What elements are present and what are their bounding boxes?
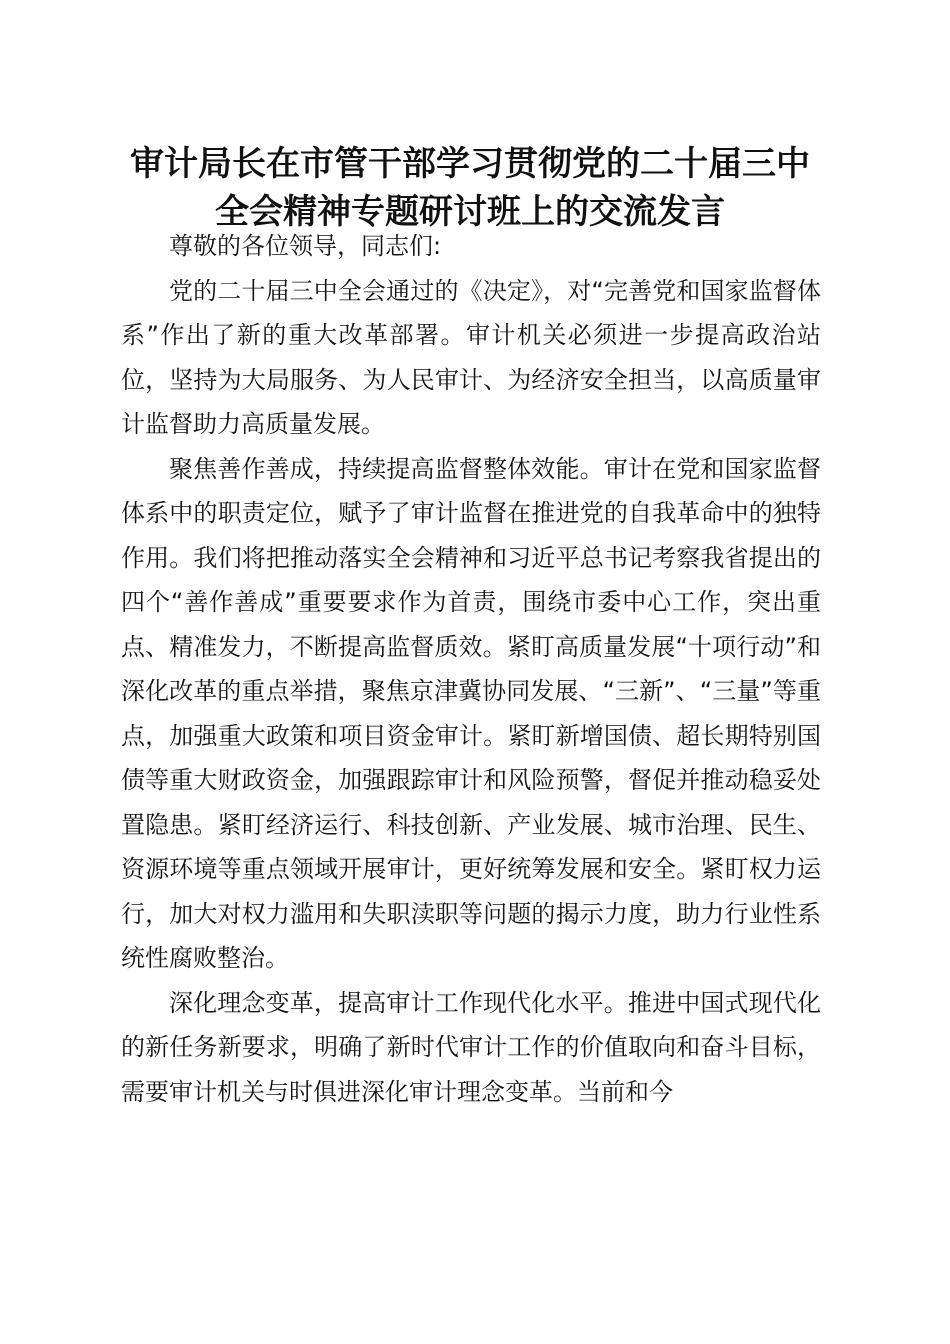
title-line-1: 审计局长在市管干部学习贯彻党的二十届三中 [130, 144, 810, 184]
salutation-paragraph: 尊敬的各位领导，同志们: [169, 232, 442, 260]
body-paragraph: 聚焦善作善成，持续提高监督整体效能。审计在党和国家监督体系中的职责定位，赋予了审计监督在推进党的自我革命中的独特作用。我们将把推动落实全会精神和习近平总书记考察我省提出的四个“善作善成”重要要求作为首责，围绕市委中心工作，突出重点、精准发力，不断提高监督质效。紧盯高质量发展“十项行动”和深化改革的重点举措，聚焦京津冀协同发展、“三新”、“三量”等重点，加强重大政策和项目资金审计。紧盯新增国债、超长期特别国债等重大财政资金，加强跟踪审计和风险预警，督促并推动稳妥处置隐患。紧盯经济运行、科技创新、产业发展、城市治理、民生、资源环境等重点领域开展审计，更好统筹发展和安全。紧盯权力运行，加大对权力滥用和失职渎职等问题的揭示力度，助力行业性系统性腐败整治。 [121, 454, 821, 972]
body-paragraph: 党的二十届三中全会通过的《决定》，对“完善党和国家监督体系”作出了新的重大改革部署。审计机关必须进一步提高政治站位，坚持为大局服务、为人民审计、为经济安全担当，以高质量审计监督助力高质量发展。 [121, 276, 821, 438]
document-title [110, 140, 830, 236]
document-body [121, 224, 821, 1114]
body-paragraph: 深化理念变革，提高审计工作现代化水平。推进中国式现代化的新任务新要求，明确了新时代审计工作的价值取向和奋斗目标，需要审计机关与时俱进深化审计理念变革。当前和今 [121, 988, 821, 1106]
title-line-2: 全会精神专题研讨班上的交流发言 [215, 192, 725, 232]
